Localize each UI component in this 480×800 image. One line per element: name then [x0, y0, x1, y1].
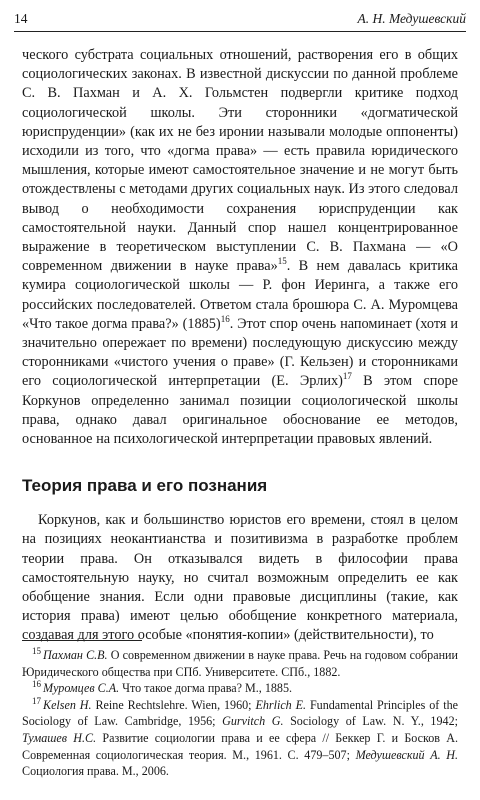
- footnote-number: 15: [32, 645, 41, 656]
- footnote-17: [22, 697, 458, 780]
- footnote-ref-15: 15: [277, 256, 287, 267]
- section-heading: Теория права и его познания: [22, 476, 268, 496]
- paragraph-2: Коркунов, как и большинство юристов его времени, стоял в целом на позициях неокантианства и позитивизма в разработке проблем теории права. Он отказывался видеть в философии права самостоятельную науку, но считал возможным определить ее как обобщение знания. Если одни правовые дисциплины (такие, как история права) имеют целью обобщение конкретного материала, создавая для этого особые «понятия-копии» (действительности), то: [22, 512, 458, 644]
- footnote-text: Социология права. М., 2006.: [22, 764, 169, 779]
- footnote-text: Sociology of Law. N. Y., 1942;: [283, 714, 458, 729]
- paragraph-1-part-b: . В нем давалась критика кумира социологической школы — Р. фон Иеринга, а также его российских последователей. Ответом стала брошюра С. А. Муромцева «Что такое догма права?» (1885): [22, 258, 459, 332]
- paragraph-1-part-a: ческого субстрата социальных отношений, растворения его в общих социологических законах. В известной дискуссии по данной проблеме С. В. Пахман и А. Х. Гольмстен подвергли критике подход социологической школы. Эти сторонники «догматической юриспруденции» (как их не без иронии называли молодые оппоненты) исходили из того, что «догма права» — есть правила юридического мышления, которые имеют самостоятельное значение и не могут быть отождествлены с методами других социальных наук. Из этого следовал вывод о необходимости сохранения юриспруденции как самостоятельной науки. Данный спор нашел концентрированное выражение в теоретическом выступлении С. В. Пахмана — «О современном движении в науке права»: [22, 47, 458, 275]
- running-header: [14, 8, 466, 30]
- footnote-author: Пахман С.В.: [43, 648, 108, 662]
- footnote-ref-17: 17: [342, 371, 352, 382]
- footnote-rule: [22, 640, 142, 641]
- footnote-author: Тумашев Н.С.: [22, 730, 97, 745]
- footnote-text: Fundamental Principles of the Sociology of Law. Cambridge, 1956;: [22, 697, 458, 729]
- footnote-text: Что такое догма права? М., 1885.: [119, 681, 293, 696]
- footnote-author: Gurvitch G.: [222, 714, 284, 729]
- footnote-ref-16: 16: [220, 314, 230, 325]
- footnotes: [22, 640, 458, 780]
- footnote-number: 17: [32, 695, 41, 706]
- running-header-author: А. Н. Медушевский: [357, 11, 466, 26]
- footnote-author: Kelsen H.: [43, 697, 92, 712]
- main-text: [22, 46, 458, 646]
- paragraph-1: [22, 46, 458, 449]
- footnote-author: Медушевский А. Н.: [355, 747, 458, 762]
- footnote-text: Reine Rechtslehre. Wien, 1960;: [91, 697, 256, 712]
- paragraph-1-part-d: В этом споре Коркунов определенно занимал позиции социологической школы права, однако давал оригинальное обоснование ее методов, основанное на психологической интерпретации правовых явлений.: [22, 373, 458, 448]
- footnote-16: [22, 680, 458, 697]
- footnote-author: Муромцев С.А.: [43, 681, 120, 696]
- footnote-number: 16: [32, 679, 41, 690]
- header-rule: [14, 31, 466, 32]
- paragraph-1-part-c: . Этот спор очень напоминает (хотя и значительно опережает по времени) последующую дискуссию между сторонниками «чистого учения о праве» (Г. Кельзен) и сторонниками его социологической интерпретации (Е. Эрлих): [22, 315, 458, 390]
- footnote-text: О современном движении в науке права. Речь на годовом собрании Юридического общества при СПб. Университете. СПб., 1882.: [22, 648, 459, 679]
- footnote-author: Ehrlich E.: [255, 697, 307, 712]
- footnote-15: [22, 647, 458, 680]
- footnote-text: Развитие социологии права и ее сфера // Беккер Г. и Босков А. Современная социологическая теория. М., 1961. С. 479–507;: [22, 730, 458, 762]
- page-number: 14: [14, 11, 28, 26]
